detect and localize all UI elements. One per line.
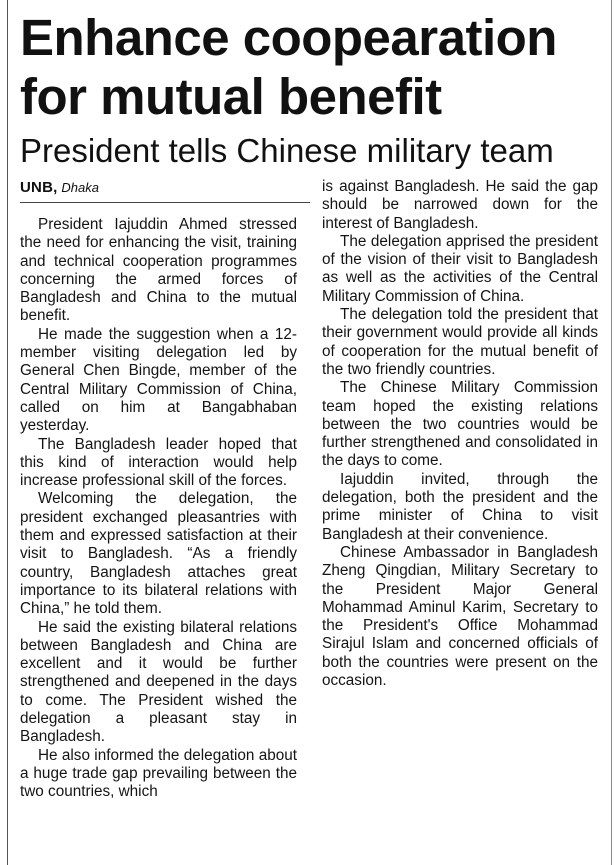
column-rule-left [7, 0, 8, 865]
paragraph: Chinese Ambassador in Bangladesh Zheng Qingdian, Military Secretary to the President Major General Mohammad Aminul Karim, Secretary to the President's Office Mohammad Sirajul Islam and concerned officials of both the countries were present on the occasion. [322, 543, 598, 690]
paragraph: The delegation apprised the president of the vision of their visit to Bangladesh as well as the activities of the Central Military Commission of China. [322, 232, 598, 305]
subheadline: President tells Chinese military team [20, 132, 554, 169]
paragraph: Iajuddin invited, through the delegation, both the president and the prime minister of China to visit Bangladesh at their convenience. [322, 470, 598, 543]
byline-agency: UNB, [20, 179, 58, 196]
byline-city: Dhaka [61, 180, 99, 195]
paragraph: President Iajuddin Ahmed stressed the need for enhancing the visit, training and technical cooperation programmes concerning the armed forces of Bangladesh and China to the mutual benefit. [20, 216, 297, 325]
paragraph-continuation: is against Bangladesh. He said the gap should be narrowed down for the interest of Bangladesh. [322, 178, 598, 232]
byline [20, 178, 99, 197]
column-rule-right [611, 0, 612, 865]
paragraph: He also informed the delegation about a huge trade gap prevailing between the two countries, which [20, 746, 297, 801]
byline-divider [20, 202, 310, 203]
paragraph: He made the suggestion when a 12-member visiting delegation led by General Chen Bingde, member of the Central Military Commission of China, called on him at Bangabhaban yesterday. [20, 325, 297, 435]
headline: Enhance coopearation for mutual benefit [20, 9, 557, 125]
article-column-1 [20, 216, 297, 865]
paragraph: The delegation told the president that their government would provide all kinds of cooperation for the mutual benefit of the two friendly countries. [322, 306, 598, 378]
article-column-2 [322, 178, 598, 865]
paragraph: Welcoming the delegation, the president exchanged pleasantries with them and expressed satisfaction at their visit to Bangladesh. “As a friendly country, Bangladesh attaches great importance to its bilateral relations with China,” he told them. [20, 490, 297, 618]
paragraph: The Bangladesh leader hoped that this kind of interaction would help increase professional skill of the forces. [20, 435, 297, 490]
paragraph: The Chinese Military Commission team hoped the existing relations between the two countries would be further strengthened and consolidated in the days to come. [322, 379, 598, 470]
paragraph: He said the existing bilateral relations between Bangladesh and China are excellent and it would be further strengthened and deepened in the days to come. The President wished the delegation a pleasant stay in Bangladesh. [20, 618, 297, 746]
